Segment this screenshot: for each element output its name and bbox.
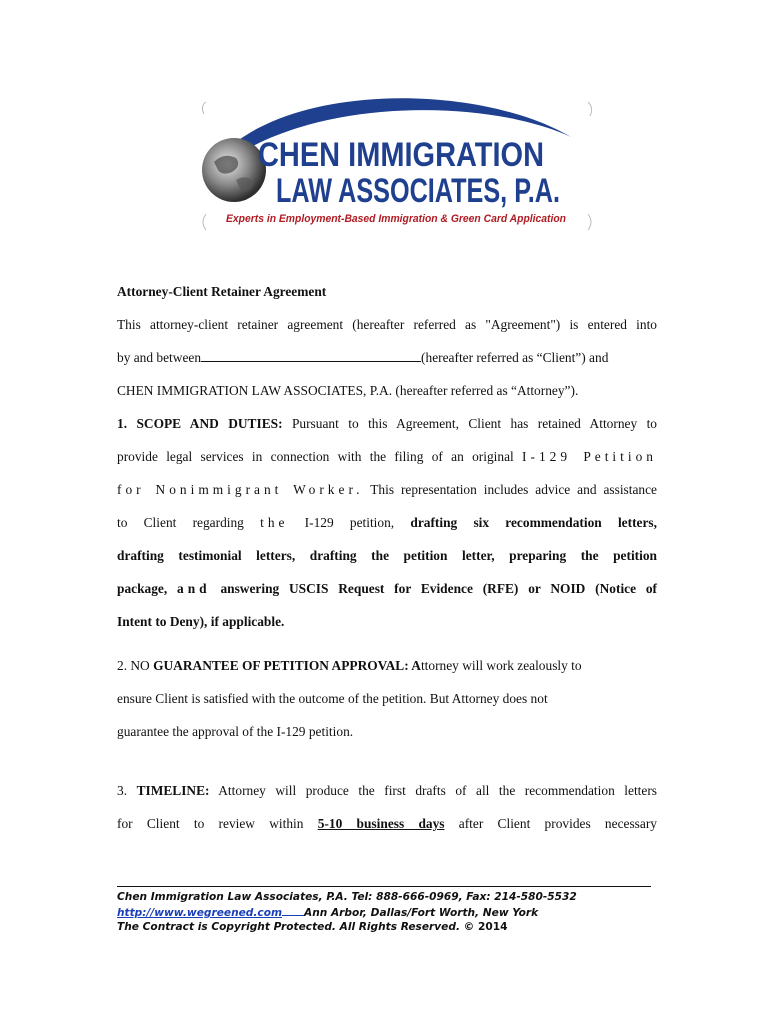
section3-prefix: 3. — [117, 783, 137, 798]
intro-line-3: CHEN IMMIGRATION LAW ASSOCIATES, P.A. (hereafter referred as “Attorney”). — [117, 383, 579, 398]
section3-text-2a: for Client to review within — [117, 816, 304, 831]
section3-text-2c: after Client provides necessary — [458, 816, 657, 831]
firm-logo — [196, 92, 596, 234]
section1-text-3a: for Nonimmigrant Worker. — [117, 482, 364, 497]
section3-line-1 — [117, 782, 657, 800]
section1-heading: 1. SCOPE AND DUTIES: — [117, 416, 283, 431]
footer-line-2 — [117, 905, 538, 920]
section1-line-7: Intent to Deny), if applicable. — [117, 614, 285, 629]
section1-line-1 — [117, 415, 657, 433]
footer-divider — [117, 886, 651, 887]
footer-offices: Ann Arbor, Dallas/Fort Worth, New York — [304, 907, 539, 919]
section1-text-2a: provide legal services in connection with the filing of an original — [117, 449, 514, 464]
intro-line-2 — [117, 349, 657, 367]
website-link[interactable]: http://www.wegreened.com — [117, 907, 283, 919]
section1-line-5: drafting testimonial letters, drafting the petition letter, preparing the petition — [117, 548, 657, 563]
section1-text-3b: This representation includes advice and assistance — [370, 482, 657, 497]
intro-client-ref: (hereafter referred as “Client”) and — [421, 350, 609, 365]
section2-line-3: guarantee the approval of the I-129 petition. — [117, 724, 354, 739]
footer-link-gap — [282, 905, 304, 916]
section1-text-4c: I-129 petition, — [304, 515, 395, 530]
section1-line-3 — [117, 481, 657, 499]
section1-text-4b: the — [260, 515, 289, 530]
section2-line-1 — [117, 657, 657, 675]
footer-copyright-year: © 2014 — [463, 921, 508, 933]
section1-text-2b: I-129 Petition — [522, 449, 657, 464]
section2-text-1: ttorney will work zealously to — [420, 658, 582, 673]
logo-tagline: Experts in Employment-Based Immigration & Green Card Application — [226, 213, 567, 225]
section2-heading: GUARANTEE OF PETITION APPROVAL: A — [153, 658, 421, 673]
section2-line-2: ensure Client is satisfied with the outcome of the petition. But Attorney does not — [117, 691, 548, 706]
logo-line1: CHEN IMMIGRATION — [258, 136, 544, 174]
footer-copyright-text: The Contract is Copyright Protected. All Rights Reserved. — [117, 921, 460, 933]
intro-line-1: This attorney-client retainer agreement (hereafter referred as "Agreement") is entered into — [117, 317, 657, 332]
footer-line-3 — [117, 920, 507, 934]
section1-text-6c: answering USCIS Request for Evidence (RFE) or NOID (Notice of — [220, 581, 657, 596]
section1-text-1: Pursuant to this Agreement, Client has retained Attorney to — [291, 416, 657, 431]
section3-text-1: Attorney will produce the first drafts of all the recommendation letters — [218, 783, 657, 798]
section2-prefix: 2. NO — [117, 658, 154, 673]
section3-heading: TIMELINE: — [136, 783, 210, 798]
section1-line-6 — [117, 580, 657, 598]
section1-text-6a: package, — [117, 581, 168, 596]
intro-by-between: by and between — [117, 350, 202, 365]
section3-deadline: 5-10 business days — [317, 816, 445, 831]
section1-text-4d: drafting six recommendation letters, — [410, 515, 657, 530]
section1-line-2 — [117, 448, 657, 466]
section1-line-4 — [117, 514, 657, 532]
section3-line-2 — [117, 815, 657, 833]
footer-contact: Chen Immigration Law Associates, P.A. Tel: 888-666-0969, Fax: 214-580-5532 — [117, 891, 577, 903]
client-name-blank — [201, 349, 421, 362]
section1-text-6b: and — [177, 581, 211, 596]
document-title: Attorney-Client Retainer Agreement — [117, 284, 327, 299]
logo-line2: LAW ASSOCIATES, P.A. — [276, 172, 560, 210]
section1-text-4a: to Client regarding — [117, 515, 244, 530]
